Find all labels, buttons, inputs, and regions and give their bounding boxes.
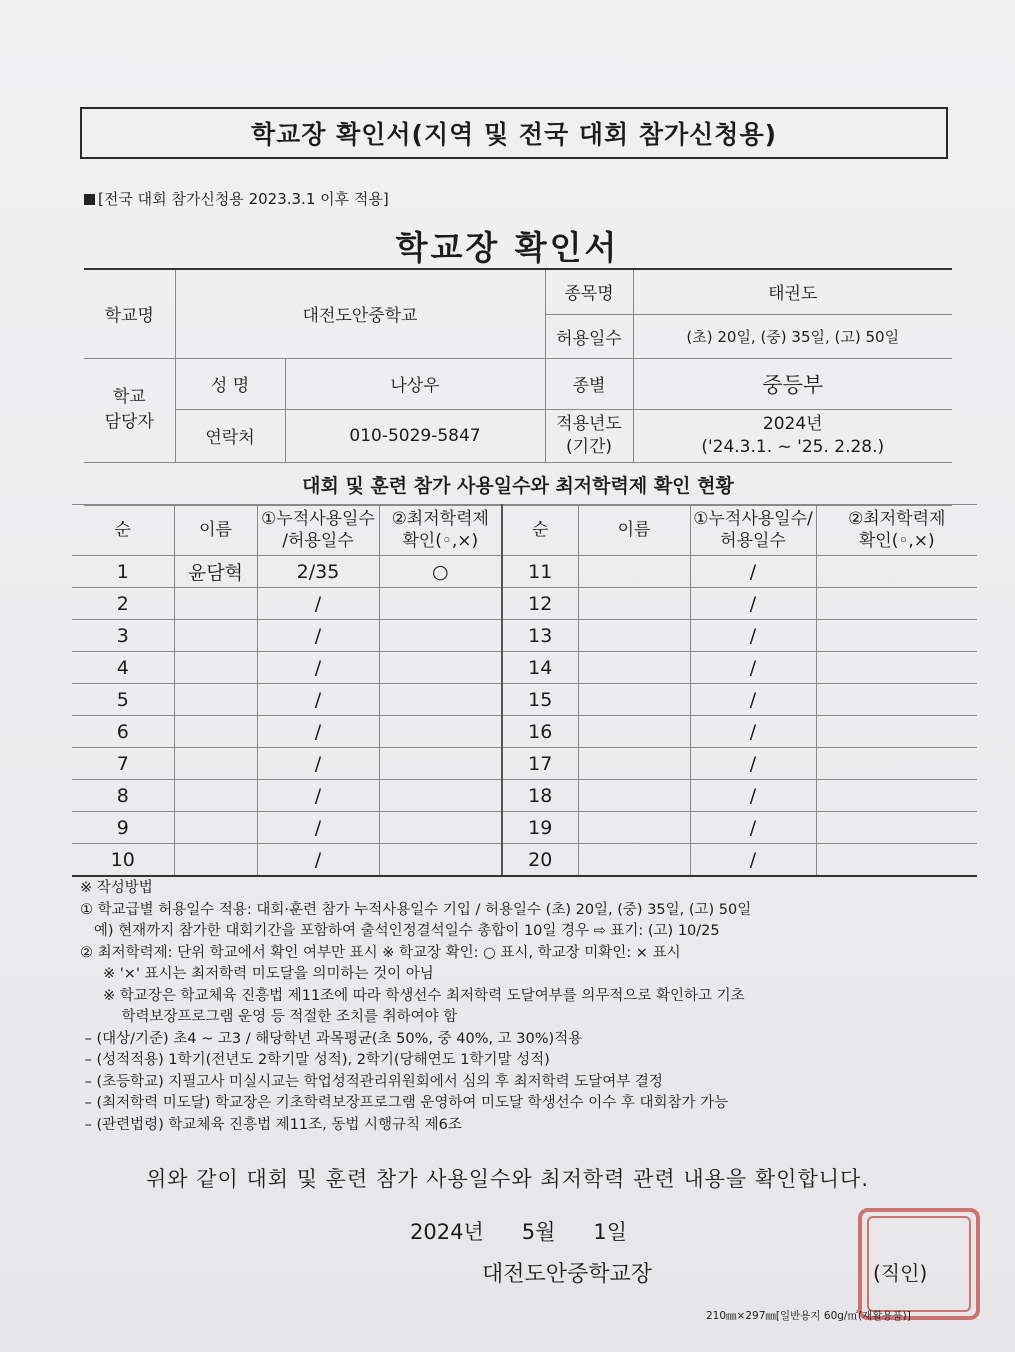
- table-header-row: [72, 505, 977, 556]
- row-no: 3: [72, 620, 174, 652]
- header-min-academic-right: ②최저학력제 확인(◦,×): [816, 505, 977, 556]
- header-title-box: 학교장 확인서(지역 및 전국 대회 참가신청용): [80, 107, 948, 159]
- row-name-right: [578, 716, 690, 748]
- category-label: 종별: [545, 358, 633, 409]
- row-name-right: [578, 588, 690, 620]
- row-name: [174, 684, 257, 716]
- row-no-right: 18: [502, 780, 578, 812]
- row-days-right: /: [690, 620, 816, 652]
- header-cumulative-right: ①누적사용일수/ 허용일수: [690, 505, 816, 556]
- row-name-right: [578, 812, 690, 844]
- row-days: /: [257, 588, 379, 620]
- row-no: 10: [72, 844, 174, 877]
- row-no: 9: [72, 812, 174, 844]
- row-check: [379, 620, 502, 652]
- row-name: [174, 844, 257, 877]
- header-cumulative: ①누적사용일수 /허용일수: [257, 505, 379, 556]
- application-note: [84, 188, 389, 209]
- row-days-right: /: [690, 556, 816, 588]
- row-no-right: 15: [502, 684, 578, 716]
- table-row: [72, 652, 977, 684]
- table-row: [72, 684, 977, 716]
- row-no-right: 16: [502, 716, 578, 748]
- instruction-line: 예) 현재까지 참가한 대회기간을 포함하여 출석인정결석일수 총합이 10일 경우 ⇨ 표기: (고) 10/25: [80, 923, 720, 939]
- instruction-line: 학력보장프로그램 운영 등 적절한 조치를 취하여야 함: [80, 1009, 458, 1025]
- row-check: [379, 716, 502, 748]
- row-no-right: 20: [502, 844, 578, 877]
- row-name: [174, 780, 257, 812]
- row-name-right: [578, 844, 690, 877]
- instruction-line: – (초등학교) 지필고사 미실시교는 학업성적관리위원회에서 심의 후 최저학력 도달여부 결정: [80, 1073, 663, 1090]
- table-row: [72, 812, 977, 844]
- row-check-right: [816, 716, 977, 748]
- row-days: /: [257, 652, 379, 684]
- year-period: ('24.3.1. ~ '25. 2.28.): [701, 436, 885, 457]
- manager-label: 학교 담당자: [84, 358, 175, 462]
- row-days-right: /: [690, 716, 816, 748]
- row-days-right: /: [690, 844, 816, 877]
- name-value: 나상우: [285, 358, 545, 409]
- contact-value: 010-5029-5847: [285, 409, 545, 462]
- school-name-label: 학교명: [84, 269, 175, 358]
- row-days-right: /: [690, 652, 816, 684]
- row-name-right: [578, 652, 690, 684]
- row-days: /: [257, 812, 379, 844]
- row-days: /: [257, 620, 379, 652]
- row-no-right: 17: [502, 748, 578, 780]
- allowed-days-value: (초) 20일, (중) 35일, (고) 50일: [633, 314, 952, 358]
- row-check: [379, 780, 502, 812]
- allowed-days-label: 허용일수: [545, 314, 633, 358]
- row-no: 4: [72, 652, 174, 684]
- instruction-line: ② 최저학력제: 단위 학교에서 확인 여부만 표시 ※ 학교장 확인: ○ 표시, 학교장 미확인: × 표시: [80, 944, 681, 961]
- row-no-right: 14: [502, 652, 578, 684]
- row-no: 2: [72, 588, 174, 620]
- row-days-right: /: [690, 780, 816, 812]
- row-no-right: 13: [502, 620, 578, 652]
- row-check: [379, 812, 502, 844]
- section-title: 대회 및 훈련 참가 사용일수와 최저학력제 확인 현황: [84, 462, 952, 506]
- row-name: [174, 812, 257, 844]
- row-check-right: [816, 684, 977, 716]
- contact-label: 연락처: [175, 409, 285, 462]
- sport-value: 태권도: [633, 269, 952, 314]
- row-days-right: /: [690, 812, 816, 844]
- instruction-line: – (대상/기준) 초4 ~ 고3 / 해당학년 과목평균(초 50%, 중 40%, 고 30%)적용: [80, 1030, 583, 1047]
- row-check: [379, 748, 502, 780]
- date-year: 2024년: [410, 1220, 484, 1244]
- row-days: /: [257, 780, 379, 812]
- row-days: /: [257, 684, 379, 716]
- row-days: /: [257, 748, 379, 780]
- row-check-right: [816, 556, 977, 588]
- row-check-right: [816, 652, 977, 684]
- instruction-line: – (성적적용) 1학기(전년도 2학기말 성적), 2학기(당해연도 1학기말 성적): [80, 1052, 550, 1068]
- instruction-line: ※ 작성방법: [80, 880, 153, 896]
- row-days-right: /: [690, 684, 816, 716]
- row-days: /: [257, 716, 379, 748]
- issue-date: [410, 1216, 665, 1246]
- row-name-right: [578, 556, 690, 588]
- instruction-line: – (관련법령) 학교체육 진흥법 제11조, 동법 시행규칙 제6조: [80, 1116, 462, 1133]
- header-name-right: 이름: [578, 505, 690, 556]
- year-value: 2024년: [762, 413, 823, 434]
- header-no-right: 순: [502, 505, 578, 556]
- table-row: [72, 620, 977, 652]
- row-no: 5: [72, 684, 174, 716]
- row-check-right: [816, 748, 977, 780]
- writing-instructions: [80, 878, 980, 1136]
- row-name-right: [578, 620, 690, 652]
- row-no: 6: [72, 716, 174, 748]
- row-days: 2/35: [257, 556, 379, 588]
- row-no-right: 11: [502, 556, 578, 588]
- table-row: [72, 588, 977, 620]
- header-min-academic: ②최저학력제 확인(◦,×): [379, 505, 502, 556]
- paper-spec: 210㎜×297㎜[일반용지 60g/㎡(재활용품)]: [706, 1310, 911, 1322]
- row-no-right: 19: [502, 812, 578, 844]
- year-cell: [633, 409, 952, 462]
- row-no-right: 12: [502, 588, 578, 620]
- instruction-line: – (최저학력 미도달) 학교장은 기초학력보장프로그램 운영하여 미도달 학생선수 이수 후 대회참가 가능: [80, 1095, 729, 1111]
- date-month: 5월: [521, 1220, 556, 1244]
- row-check-right: [816, 812, 977, 844]
- year-label: 적용년도 (기간): [545, 409, 633, 462]
- header-name: 이름: [174, 505, 257, 556]
- table-row: [72, 748, 977, 780]
- row-days: /: [257, 844, 379, 877]
- document-title: 학교장 확인서: [395, 228, 620, 267]
- instruction-line: ※ '×' 표시는 최저학력 미도달을 의미하는 것이 아님: [80, 966, 434, 982]
- row-check-right: [816, 844, 977, 877]
- row-no: 8: [72, 780, 174, 812]
- row-name: 윤담혁: [174, 556, 257, 588]
- sport-label: 종목명: [545, 269, 633, 314]
- row-name: [174, 588, 257, 620]
- row-name-right: [578, 684, 690, 716]
- row-days-right: /: [690, 748, 816, 780]
- school-name-value: 대전도안중학교: [175, 269, 545, 358]
- principal-name: 대전도안중학교장: [482, 1262, 653, 1287]
- row-name: [174, 748, 257, 780]
- instruction-line: ① 학교급별 허용일수 적용: 대회·훈련 참가 누적사용일수 기입 / 허용일수 (초) 20일, (중) 35일, (고) 50일: [80, 901, 752, 918]
- row-check-right: [816, 620, 977, 652]
- category-value: 중등부: [633, 358, 952, 409]
- name-label: 성 명: [175, 358, 285, 409]
- row-no: 7: [72, 748, 174, 780]
- row-check-right: [816, 588, 977, 620]
- table-row: [72, 844, 977, 877]
- row-name: [174, 620, 257, 652]
- row-name-right: [578, 748, 690, 780]
- row-check: [379, 588, 502, 620]
- date-day: 1일: [593, 1220, 628, 1244]
- application-note-text: [전국 대회 참가신청용 2023.3.1 이후 적용]: [98, 190, 389, 208]
- row-check: ○: [379, 556, 502, 588]
- row-check: [379, 684, 502, 716]
- table-row: [72, 556, 977, 588]
- row-no: 1: [72, 556, 174, 588]
- instruction-line: ※ 학교장은 학교체육 진흥법 제11조에 따라 학생선수 최저학력 도달여부를 의무적으로 확인하고 기초: [80, 987, 745, 1004]
- header-no: 순: [72, 505, 174, 556]
- participation-table: [72, 504, 977, 877]
- table-row: [72, 780, 977, 812]
- row-name: [174, 716, 257, 748]
- table-row: [72, 716, 977, 748]
- seal-placeholder: (직인): [873, 1261, 928, 1285]
- row-days-right: /: [690, 588, 816, 620]
- row-name-right: [578, 780, 690, 812]
- row-check-right: [816, 780, 977, 812]
- info-table: [84, 268, 952, 463]
- confirmation-statement: 위와 같이 대회 및 훈련 참가 사용일수와 최저학력 관련 내용을 확인합니다.: [145, 1167, 869, 1191]
- row-name: [174, 652, 257, 684]
- row-check: [379, 844, 502, 877]
- square-bullet-icon: [84, 194, 95, 205]
- row-check: [379, 652, 502, 684]
